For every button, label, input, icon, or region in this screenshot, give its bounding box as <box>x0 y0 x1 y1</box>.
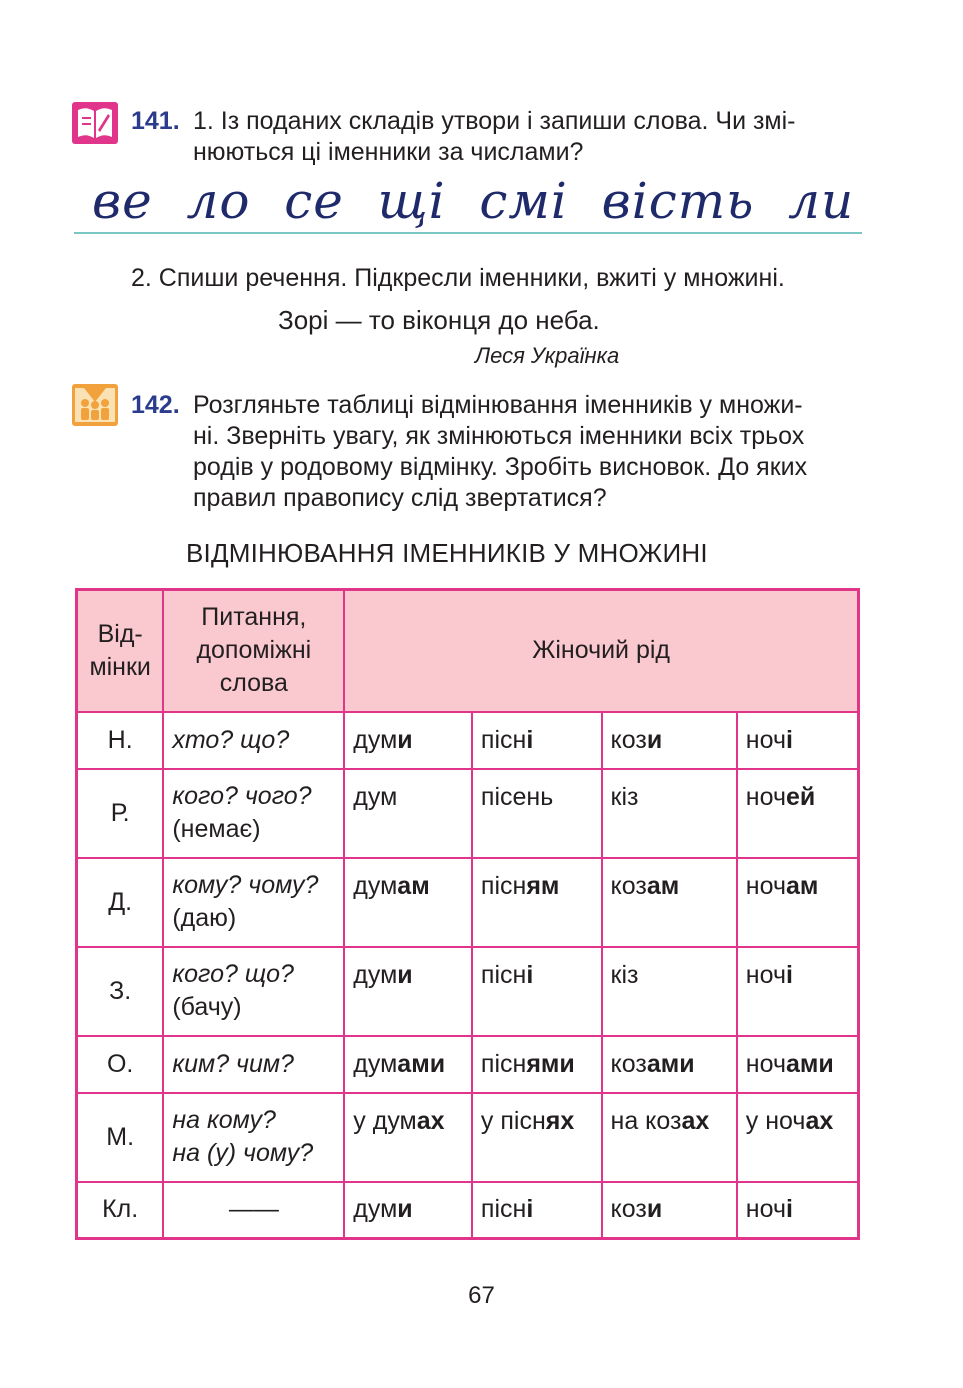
word-cell: ночі <box>737 712 859 769</box>
header-gender: Жіночий рід <box>344 590 858 712</box>
writing-baseline <box>74 232 862 234</box>
word-cell: кози <box>602 712 737 769</box>
exercise-141-line-2: нюються ці іменники за числами? <box>193 138 584 166</box>
word-cell: ночам <box>737 858 859 947</box>
word-cell: ночі <box>737 947 859 1036</box>
word-cell: пісні <box>472 712 602 769</box>
exercise-142-line-1: Розгляньте таблиці відмінювання іменників у множи- <box>193 391 803 419</box>
case-cell: Кл. <box>77 1182 164 1239</box>
exercise-number-141: 141. <box>131 107 180 135</box>
table-row <box>77 947 859 1036</box>
question-cell: кому? чому? (даю) <box>163 858 344 947</box>
page-number: 67 <box>468 1282 495 1309</box>
case-cell: Н. <box>77 712 164 769</box>
case-cell: О. <box>77 1036 164 1093</box>
word-cell: думами <box>344 1036 472 1093</box>
word-cell: козам <box>602 858 737 947</box>
word-cell: кіз <box>602 769 737 858</box>
table-row <box>77 769 859 858</box>
word-cell: козами <box>602 1036 737 1093</box>
question-cell: на кому? на (у) чому? <box>163 1093 344 1182</box>
word-cell: кози <box>602 1182 737 1239</box>
word-cell: пісні <box>472 947 602 1036</box>
word-cell: ночей <box>737 769 859 858</box>
table-row <box>77 858 859 947</box>
handwritten-syllables: ве ло се щі смі вість ли <box>92 172 855 230</box>
word-cell: думам <box>344 858 472 947</box>
word-cell: дум <box>344 769 472 858</box>
header-case: Від- мінки <box>77 590 164 712</box>
table-title: ВІДМІНЮВАННЯ ІМЕННИКІВ У МНОЖИНІ <box>186 538 708 568</box>
case-cell: Р. <box>77 769 164 858</box>
question-cell: кого? чого? (немає) <box>163 769 344 858</box>
table-row <box>77 1093 859 1182</box>
exercise-141-task-2: 2. Спиши речення. Підкресли іменники, вжиті у множині. <box>131 264 785 292</box>
question-cell: —— <box>163 1182 344 1239</box>
exercise-142-line-4: правил правопису слід звертатися? <box>193 484 607 512</box>
table-row <box>77 712 859 769</box>
case-cell: З. <box>77 947 164 1036</box>
word-cell: думи <box>344 1182 472 1239</box>
question-cell: кого? що? (бачу) <box>163 947 344 1036</box>
table-row <box>77 1036 859 1093</box>
header-question: Питання, допоміжні слова <box>163 590 344 712</box>
word-cell: кіз <box>602 947 737 1036</box>
quote: Зорі — то віконця до неба. <box>278 305 600 335</box>
exercise-141-line-1: 1. Із поданих складів утвори і запиши слова. Чи змі- <box>193 107 796 135</box>
exercise-number-142: 142. <box>131 391 180 419</box>
word-cell: у ночах <box>737 1093 859 1182</box>
word-cell: у думах <box>344 1093 472 1182</box>
declension-table <box>75 588 860 1240</box>
word-cell: піснями <box>472 1036 602 1093</box>
word-cell: пісень <box>472 769 602 858</box>
word-cell: ночі <box>737 1182 859 1239</box>
exercise-142-line-2: ні. Зверніть увагу, як змінюються іменники всіх трьох <box>193 422 805 450</box>
table-header-row <box>77 590 859 712</box>
write-exercise-icon <box>72 102 118 144</box>
word-cell: пісні <box>472 1182 602 1239</box>
quote-author: Леся Українка <box>475 343 620 368</box>
table-row <box>77 1182 859 1239</box>
group-work-icon <box>72 384 118 426</box>
word-cell: думи <box>344 947 472 1036</box>
question-cell: хто? що? <box>163 712 344 769</box>
word-cell: у піснях <box>472 1093 602 1182</box>
case-cell: Д. <box>77 858 164 947</box>
word-cell: думи <box>344 712 472 769</box>
word-cell: ночами <box>737 1036 859 1093</box>
question-cell: ким? чим? <box>163 1036 344 1093</box>
exercise-142-line-3: родів у родовому відмінку. Зробіть висновок. До яких <box>193 453 808 481</box>
word-cell: пісням <box>472 858 602 947</box>
case-cell: М. <box>77 1093 164 1182</box>
word-cell: на козах <box>602 1093 737 1182</box>
